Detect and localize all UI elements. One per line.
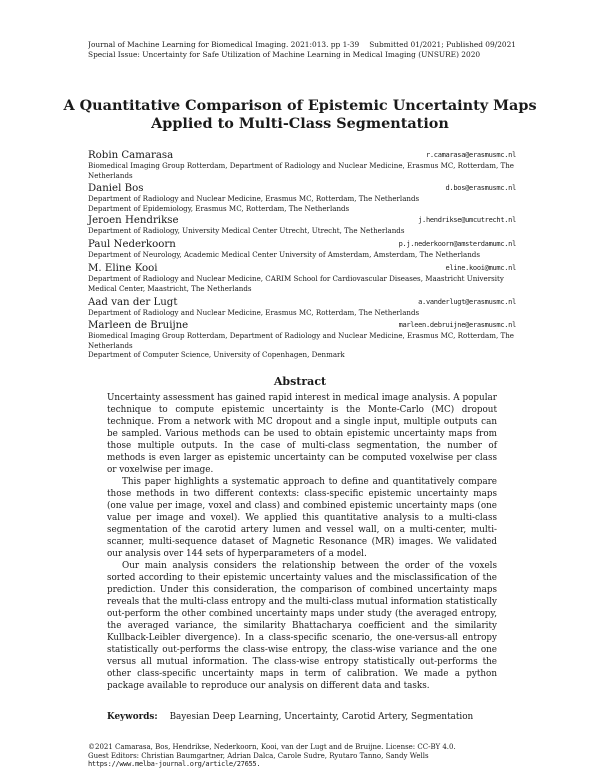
author-block <box>88 263 516 293</box>
author-email[interactable]: eline.kooi@mumc.nl <box>445 264 516 272</box>
author-affiliation: Department of Radiology and Nuclear Medicine, Erasmus MC, Rotterdam, The Netherlands <box>88 308 420 317</box>
keywords-text: Bayesian Deep Learning, Uncertainty, Carotid Artery, Segmentation <box>169 712 474 722</box>
license-line: ©2021 Camarasa, Bos, Hendrikse, Nederkoorn, Kooi, van der Lugt and de Bruijne. License: CC-BY 4.0. <box>88 743 456 751</box>
author-name: Paul Nederkoorn <box>88 239 176 250</box>
author-email[interactable]: p.j.nederkoorn@amsterdamumc.nl <box>398 240 516 248</box>
special-issue-text: Special Issue: Uncertainty for Safe Utilization of Machine Learning in Medical Imaging (UNSURE) 2020 <box>88 50 481 59</box>
title-line-2: Applied to Multi-Class Segmentation <box>151 115 449 132</box>
author-affiliation: Biomedical Imaging Group Rotterdam, Department of Radiology and Nuclear Medicine, Erasmus MC, Rotterdam, The Netherlands <box>88 161 515 180</box>
guest-editors-line: Guest Editors: Christian Baumgartner, Adrian Dalca, Carole Sudre, Ryutaro Tanno, Sandy Wells <box>88 751 429 760</box>
author-name: Daniel Bos <box>88 183 144 194</box>
journal-line: Journal of Machine Learning for Biomedical Imaging. 2021:013. pp 1-39 <box>88 40 360 49</box>
keywords-label: Keywords: <box>107 712 158 722</box>
author-block <box>88 320 516 360</box>
author-block <box>88 150 516 180</box>
author-affiliation: Department of Epidemiology, Erasmus MC, Rotterdam, The Netherlands <box>88 203 350 213</box>
author-email[interactable]: j.hendrikse@umcutrecht.nl <box>418 216 516 224</box>
paper-title <box>60 97 540 133</box>
author-name: Robin Camarasa <box>88 150 174 161</box>
author-affiliation: Department of Neurology, Academic Medical Center University of Amsterdam, Amsterdam, The Netherlands <box>88 250 480 259</box>
author-name: M. Eline Kooi <box>88 263 158 274</box>
author-block <box>88 183 516 213</box>
author-affiliation: Department of Radiology and Nuclear Medicine, Erasmus MC, Rotterdam, The Netherlands <box>88 194 420 203</box>
author-block <box>88 239 516 260</box>
footer <box>88 743 516 769</box>
submission-dates: Submitted 01/2021; Published 09/2021 <box>369 40 516 49</box>
author-name: Marleen de Bruijne <box>88 320 189 331</box>
journal-header <box>88 40 516 50</box>
author-email[interactable]: r.camarasa@erasmusmc.nl <box>425 151 516 159</box>
abstract-body <box>107 392 497 692</box>
author-email[interactable]: a.vanderlugt@erasmusmc.nl <box>418 298 516 306</box>
abstract-paragraph: Our main analysis considers the relationship between the order of the voxels sorted according to their epistemic uncertainty values and the misclassification of the prediction. Under this consideration, the comparison of combined uncertainty maps reveals that the multi-class entropy and the multi-class mutual information statistically out-perform the other combined uncertainty maps under study (the averaged entropy, the averaged variance, the similarity Bhattacharya coefficient and the similarity Kullback-Leibler divergence). In a class-specific scenario, the one-versus-all entropy statistically out-performs the class-wise entropy, the class-wise variance and the one versus all mutual information. The class-wise entropy statistically out-performs the other class-specific uncertainty maps in term of calibration. We made a python package available to reproduce our analysis on different data and tasks. <box>107 561 497 691</box>
abstract-heading: Abstract <box>273 375 327 388</box>
author-block <box>88 297 516 318</box>
author-affiliation: Biomedical Imaging Group Rotterdam, Department of Radiology and Nuclear Medicine, Erasmus MC, Rotterdam, The Netherlands <box>88 331 515 350</box>
keywords-line <box>107 711 507 723</box>
author-name: Jeroen Hendrikse <box>88 215 179 226</box>
author-affiliation: Department of Computer Science, University of Copenhagen, Denmark <box>88 350 345 359</box>
author-email[interactable]: marleen.debruijne@erasmusmc.nl <box>398 321 516 329</box>
article-url-link[interactable]: https://www.melba-journal.org/article/27655. <box>88 760 261 769</box>
abstract-paragraph: This paper highlights a systematic approach to define and quantitatively compare those methods in two different contexts: class-specific epistemic uncertainty maps (one value per image, voxel and class) and combined epistemic uncertainty maps (one value per image and voxel). We applied this quantitative analysis to a multi-class segmentation of the carotid artery lumen and vessel wall, on a multi-center, multi-scanner, multi-sequence dataset of Magnetic Resonance (MR) images. We validated our analysis over 144 sets of hyperparameters of a model. <box>107 477 497 559</box>
title-line-1: A Quantitative Comparison of Epistemic Uncertainty Maps <box>63 97 537 114</box>
abstract-paragraph: Uncertainty assessment has gained rapid interest in medical image analysis. A popular technique to compute epistemic uncertainty is the Monte-Carlo (MC) dropout technique. From a network with MC dropout and a single input, multiple outputs can be sampled. Various methods can be used to obtain epistemic uncertainty maps from those multiple outputs. In the case of multi-class segmentation, the number of methods is even larger as epistemic uncertainty can be computed voxelwise per class or voxelwise per image. <box>107 393 497 475</box>
author-email[interactable]: d.bos@erasmusmc.nl <box>445 184 516 192</box>
author-block <box>88 215 516 236</box>
author-affiliation: Department of Radiology and Nuclear Medicine, CARIM School for Cardiovascular Diseases, Maastricht University Medical Center, Maastricht, The Netherlands <box>88 274 504 293</box>
special-issue-line <box>88 50 516 60</box>
author-affiliation: Department of Radiology, University Medical Center Utrecht, Utrecht, The Netherlands <box>88 226 405 235</box>
author-name: Aad van der Lugt <box>88 297 178 308</box>
